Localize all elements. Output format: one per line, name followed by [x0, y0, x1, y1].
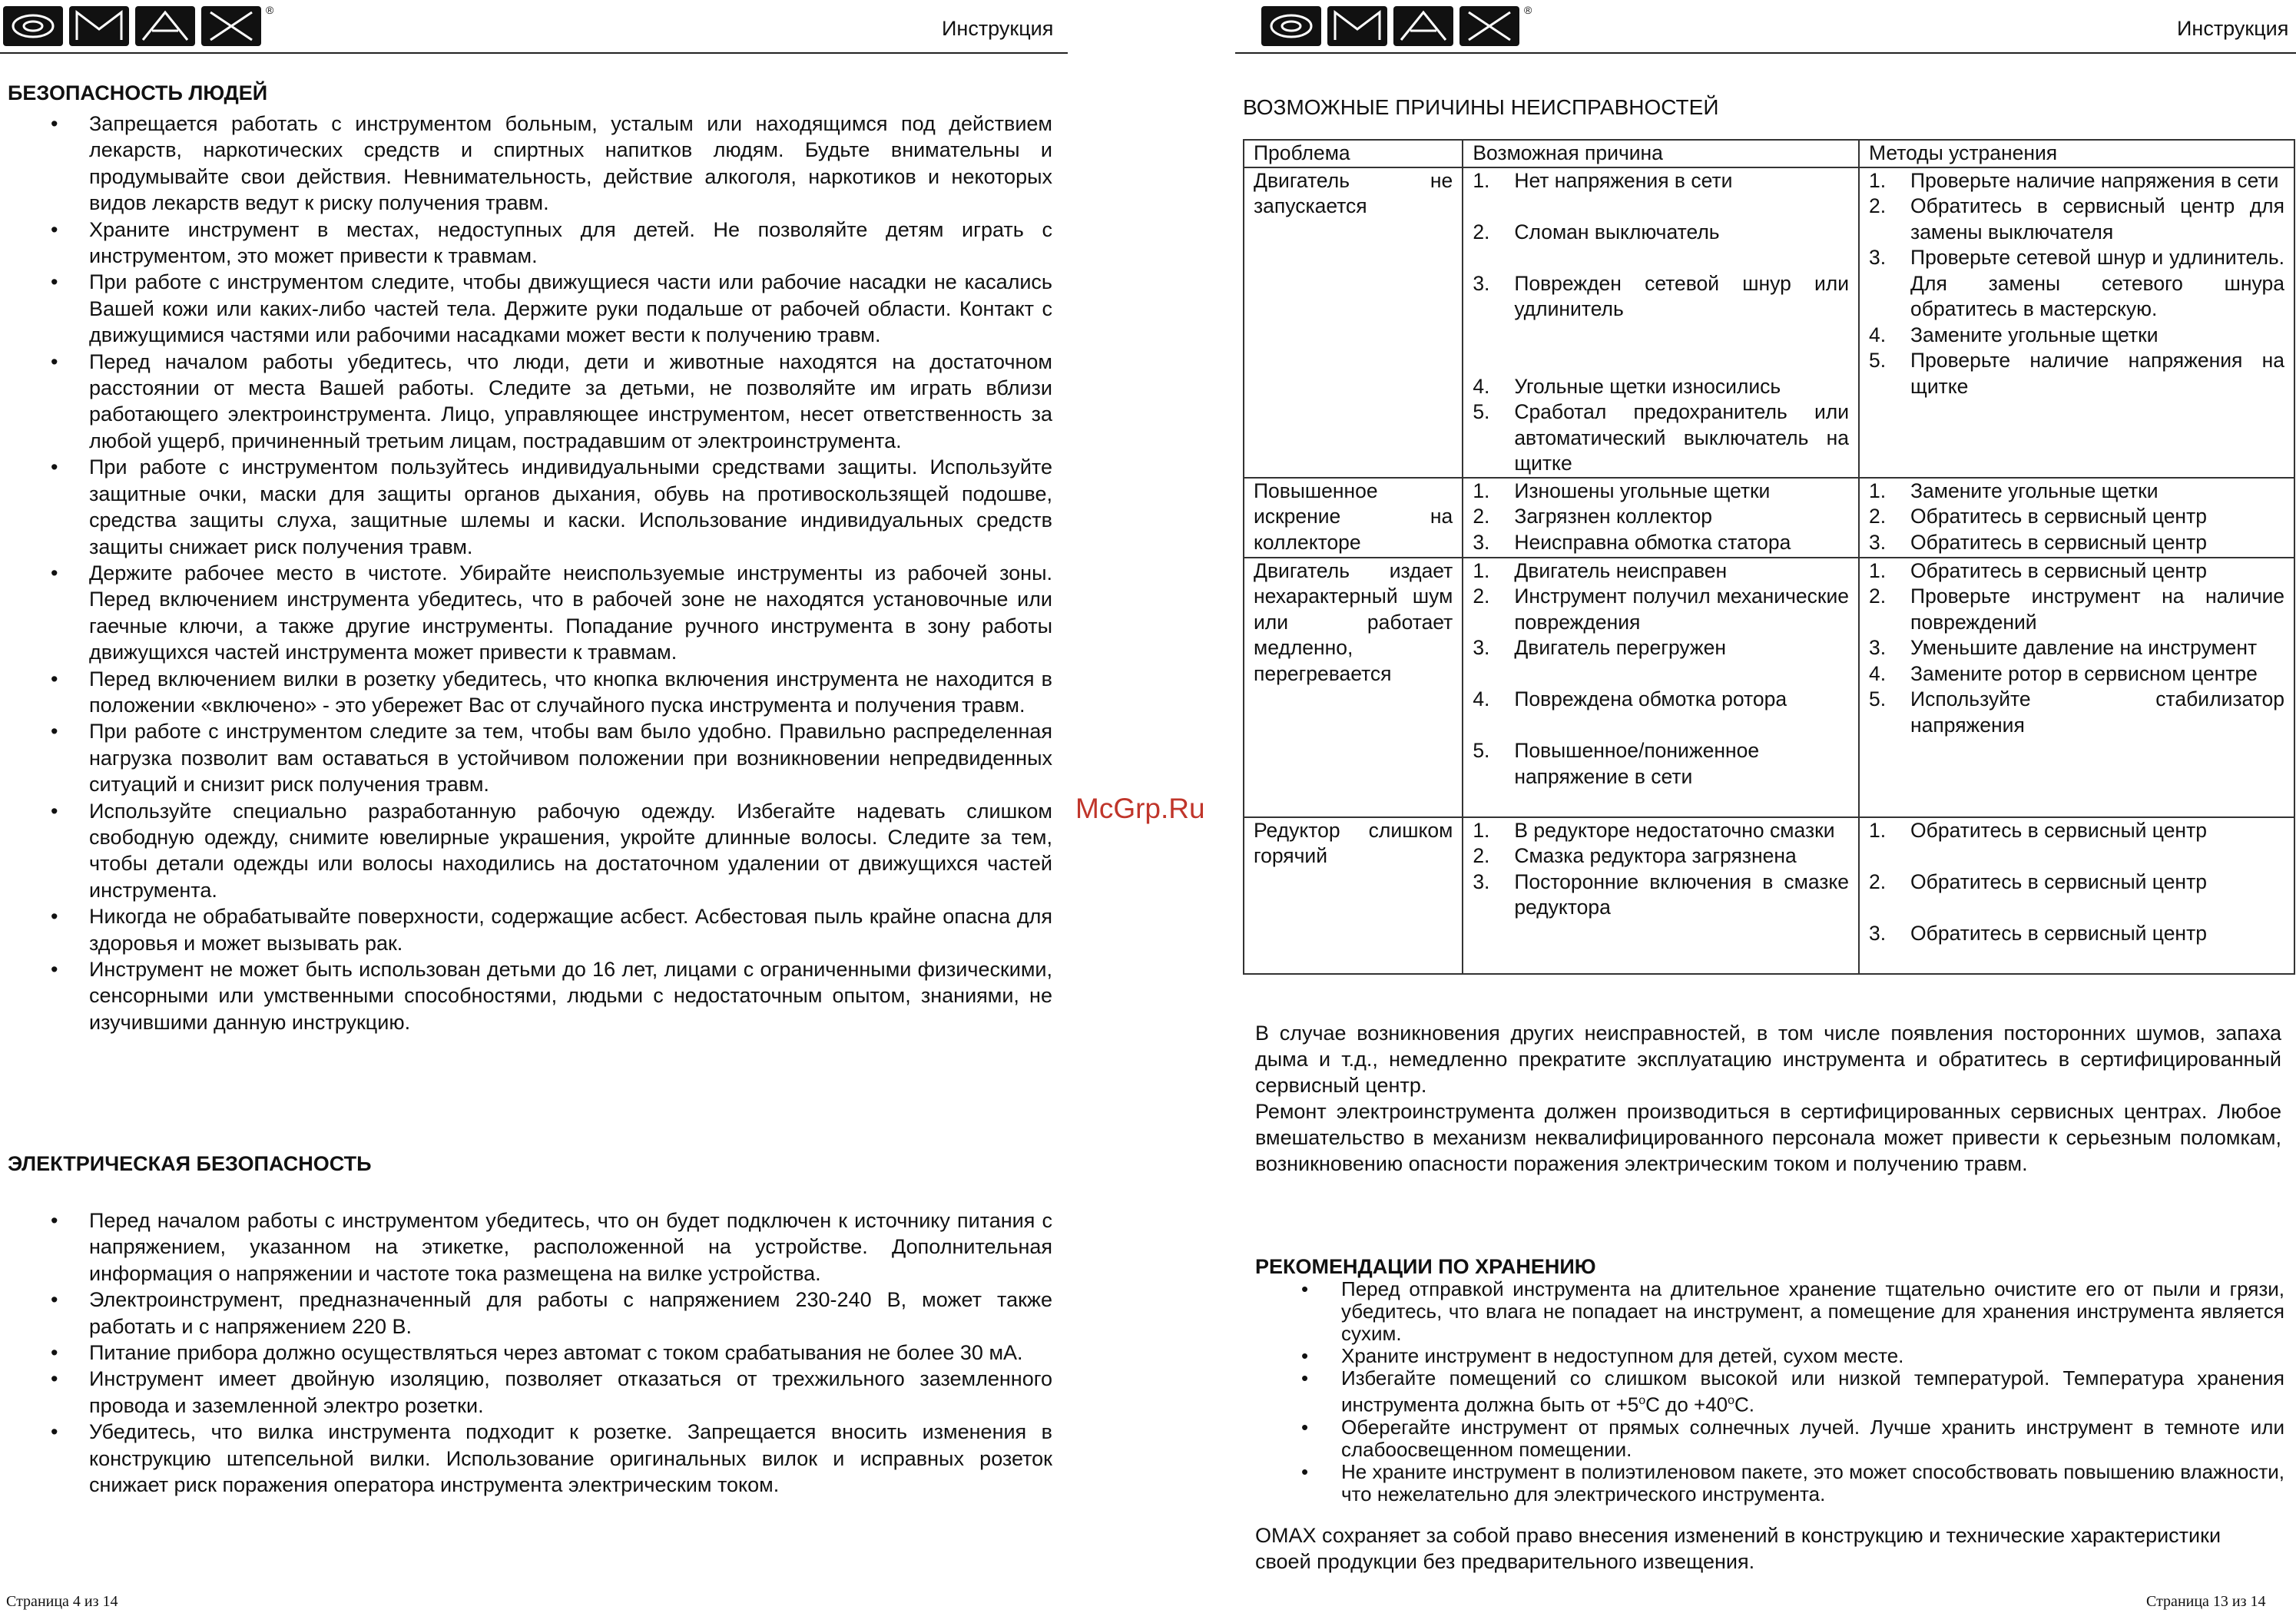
faults-table: [1243, 139, 2295, 975]
storage-list: [1255, 1278, 2284, 1505]
remedies-cell: [1859, 817, 2294, 974]
remedy-item: 2. Обратитесь в сервисный центр для замены выключателя: [1869, 194, 2284, 243]
remedy-item: 1. Проверьте наличие напряжения в сети: [1869, 168, 2279, 192]
remedies-cell: [1859, 558, 2294, 817]
remedy-item: 2. Обратитесь в сервисный центр: [1869, 505, 2207, 528]
header-title: Инструкция: [2177, 17, 2289, 40]
list-item: • Никогда не обрабатывайте поверхности, содержащие асбест. Асбестовая пыль крайне опасна для здоровья и может вызывать рак.: [51, 905, 1052, 955]
electrical-safety-list: [8, 1207, 1052, 1498]
list-item: • Держите рабочее место в чистоте. Убирайте неиспользуемые инструменты из рабочей зоны. Перед включением инструмента убедитесь, что в рабочей зоне не находятся установочные или гаечные ключи, а также другие инструменты. Попадание ручного инструмента в зону работы движущихся частей инструмента может привести к травмам.: [51, 561, 1052, 664]
remedy-item: 1. Обратитесь в сервисный центр: [1869, 558, 2207, 582]
cause-item: 2. Инструмент получил механические повреждения: [1473, 585, 1850, 634]
list-item: • Перед отправкой инструмента на длительное хранение тщательно очистите его от пыли и грязи, убедитесь, что влага не попадает на инструмент, а помещение для хранения инструмента является сухим.: [1301, 1277, 2284, 1345]
header-rule: [0, 52, 1068, 54]
remedies-cell: [1859, 167, 2294, 478]
problem-cell: Двигатель не запускается: [1244, 167, 1463, 478]
faults-heading: ВОЗМОЖНЫЕ ПРИЧИНЫ НЕИСПРАВНОСТЕЙ: [1243, 95, 1719, 119]
remedy-item: 4. Замените угольные щетки: [1869, 323, 2159, 346]
note-paragraph: В случае возникновения других неисправностей, в том числе появления посторонних шумов, запаха дыма и т.д., немедленно прекратите эксплуатацию инструмента и обратитесь в сертифицированный сервисный центр.: [1255, 1022, 2281, 1097]
cause-item: 3. Поврежден сетевой шнур или удлинитель: [1473, 271, 1850, 320]
electrical-safety-heading: ЭЛЕКТРИЧЕСКАЯ БЕЗОПАСНОСТЬ: [8, 1152, 372, 1175]
cause-item: 5. Сработал предохранитель или автоматический выключатель на щитке: [1473, 400, 1850, 475]
personal-safety-list: [8, 111, 1052, 1035]
remedy-item: 3. Проверьте сетевой шнур и удлинитель. Для замены сетевого шнура обратитесь в мастерскую.: [1869, 246, 2284, 320]
personal-safety-heading: БЕЗОПАСНОСТЬ ЛЮДЕЙ: [8, 81, 268, 104]
remedy-item: 2. Проверьте инструмент на наличие повреждений: [1869, 585, 2284, 634]
storage-heading: РЕКОМЕНДАЦИИ ПО ХРАНЕНИЮ: [1255, 1255, 1596, 1278]
remedy-item: 5. Проверьте наличие напряжения на щитке: [1869, 349, 2284, 398]
list-item: • Запрещается работать с инструментом больным, усталым или находящимся под действием лекарств, наркотических средств и спиртных напитков людям. Будьте внимательны и продумывайте свои действия. Невнимательность, действие алкоголя, наркотиков и некоторых видов лекарств ведут к риску получения травм.: [51, 112, 1052, 215]
list-item: • Перед включением вилки в розетку убедитесь, что кнопка включения инструмента не находится в положении «включено» - это убережет Вас от случайного пуска инструмента и получения травм.: [51, 667, 1052, 717]
cause-item: 3. Неисправна обмотка статора: [1473, 530, 1791, 554]
table-row: [1244, 817, 2294, 974]
remedies-cell: [1859, 478, 2294, 558]
list-item: • При работе с инструментом следите за тем, чтобы вам было удобно. Правильно распределенная нагрузка позволит вам оставаться в устойчивом положении при возникновении непредвиденных ситуаций и снизит риск получения травм.: [51, 720, 1052, 797]
list-item: • Инструмент не может быть использован детьми до 16 лет, лицами с ограниченными физическими, сенсорными или умственными способностями, людьми с недостаточным опытом, знаниями, не изучившими данную инструкцию.: [51, 958, 1052, 1034]
remedy-item: 3. Обратитесь в сервисный центр: [1869, 530, 2207, 554]
column-header: Возможная причина: [1463, 140, 1859, 167]
header-rule: [1235, 52, 2296, 54]
list-item: • Инструмент имеет двойную изоляцию, позволяет отказаться от трехжильного заземленного провода и заземленной электро розетки.: [51, 1367, 1052, 1417]
cause-item: 5. Повышенное/пониженное напряжение в сети: [1473, 739, 1760, 788]
right-page: [1235, 0, 2296, 1613]
cause-item: 3. Двигатель перегружен: [1473, 636, 1727, 659]
list-item: • При работе с инструментом следите, чтобы движущиеся части или рабочие насадки не касались Вашей кожи или каких-либо частей тела. Держите руки подальше от рабочей области. Контакт с движущимися частями или рабочими насадками может вести к получению травм.: [51, 270, 1052, 347]
remedy-item: 5. Используйте стабилизатор напряжения: [1869, 687, 2284, 737]
table-header-row: [1244, 140, 2294, 167]
list-item: • Электроинструмент, предназначенный для работы с напряжением 230-240 В, может также работать и с напряжением 220 В.: [51, 1288, 1052, 1338]
table-row: [1244, 167, 2294, 478]
cause-item: 4. Повреждена обмотка ротора: [1473, 687, 1787, 710]
cause-item: 4. Угольные щетки износились: [1473, 374, 1781, 398]
causes-cell: [1463, 167, 1859, 478]
list-item: • Не храните инструмент в полиэтиленовом пакете, это может способствовать повышению влажности, что нежелательно для электрического инструмента.: [1301, 1459, 2284, 1505]
left-page: [0, 0, 1068, 1613]
disclaimer-paragraph: OMAX сохраняет за собой право внесения изменений в конструкцию и технические характеристики своей продукции без предварительного извещения.: [1255, 1524, 2221, 1573]
list-item: • Перед началом работы убедитесь, что люди, дети и животные находятся на достаточном расстоянии от места Вашей работы. Следите за детьми, не позволяйте им играть вблизи работающего электроинструмента. Лицо, управляющее инструментом, несет ответственность за любой ущерб, причиненный третьим лицам, пострадавшим от электроинструмента.: [51, 349, 1052, 452]
header-title: Инструкция: [942, 17, 1054, 40]
list-item: • Убедитесь, что вилка инструмента подходит к розетке. Запрещается вносить изменения в конструкцию штепсельной вилки. Использование оригинальных вилок и исправных розеток снижает риск поражения оператора инструмента электрическим током.: [51, 1420, 1052, 1497]
cause-item: 1. Двигатель неисправен: [1473, 558, 1728, 582]
note-paragraph: Ремонт электроинструмента должен производиться в сертифицированных сервисных центрах. Любое вмешательство в механизм неквалифицированного персонала может привести к серьезным поломкам, возникновению опасности поражения электрическим током и получению травм.: [1255, 1100, 2281, 1175]
list-item: • При работе с инструментом пользуйтесь индивидуальными средствами защиты. Используйте защитные очки, маски для защиты органов дыхания, обувь на противоскользящей подошве, средства защиты слуха, защитные шлемы и каски. Использование индивидуальных средств защиты снижает риск получения травм.: [51, 455, 1052, 558]
cause-item: 2. Смазка редуктора загрязнена: [1473, 844, 1797, 867]
column-header: Методы устранения: [1859, 140, 2294, 167]
page-footer: Страница 4 из 14: [6, 1593, 118, 1610]
table-row: [1244, 558, 2294, 817]
list-item: • Избегайте помещений со слишком высокой или низкой температурой. Температура хранения инструмента должна быть от $+5^oС$ до $+40^oС$.: [1301, 1366, 2284, 1416]
remedy-item: 2. Обратитесь в сервисный центр: [1869, 869, 2207, 893]
causes-cell: [1463, 478, 1859, 558]
cause-item: 1. В редукторе недостаточно смазки: [1473, 818, 1835, 842]
list-item: • Оберегайте инструмент от прямых солнечных лучей. Лучше хранить инструмент в темноте или слабоосвещенном помещении.: [1301, 1415, 2284, 1461]
page-footer: Страница 13 из 14: [2146, 1593, 2266, 1610]
list-item: • Храните инструмент в недоступном для детей, сухом месте.: [1301, 1344, 1904, 1367]
cause-item: 2. Загрязнен коллектор: [1473, 505, 1712, 528]
table-row: [1244, 478, 2294, 558]
remedy-item: 4. Замените ротор в сервисном центре: [1869, 661, 2258, 685]
cause-item: 1. Изношены угольные щетки: [1473, 479, 1771, 502]
remedy-item: 3. Уменьшите давление на инструмент: [1869, 636, 2258, 659]
causes-cell: [1463, 817, 1859, 974]
svg-text:®: ®: [1524, 4, 1532, 16]
remedy-item: 1. Обратитесь в сервисный центр: [1869, 818, 2207, 842]
list-item: • Храните инструмент в местах, недоступных для детей. Не позволяйте детям играть с инструментом, это может привести к травмам.: [51, 217, 1052, 268]
remedy-item: 3. Обратитесь в сервисный центр: [1869, 921, 2207, 945]
list-item: • Перед началом работы с инструментом убедитесь, что он будет подключен к источнику питания с напряжением, указанном на этикетке, расположенной на устройстве. Дополнительная информация о напряжении и частоте тока размещена на вилке устройства.: [51, 1209, 1052, 1285]
problem-cell: Редуктор слишком горячий: [1244, 817, 1463, 974]
cause-item: 3. Посторонние включения в смазке редуктора: [1473, 869, 1850, 919]
omax-logo: [1260, 2, 1536, 51]
causes-cell: [1463, 558, 1859, 817]
cause-item: 1. Нет напряжения в сети: [1473, 168, 1733, 192]
cause-item: 2. Сломан выключатель: [1473, 220, 1720, 243]
remedy-item: 1. Замените угольные щетки: [1869, 479, 2159, 502]
list-item: • Питание прибора должно осуществляться через автомат с током срабатывания не более 30 мА.: [51, 1341, 1023, 1365]
svg-text:®: ®: [266, 4, 274, 16]
list-item: • Используйте специально разработанную рабочую одежду. Избегайте надевать слишком свободную одежду, снимите ювелирные украшения, укройте длинные волосы. Следите за тем, чтобы детали одежды или волосы находились на достаточном удалении от движущихся частей инструмента.: [51, 799, 1052, 902]
problem-cell: Повышенное искрение на коллекторе: [1244, 478, 1463, 558]
watermark: McGrp.Ru: [1075, 793, 1205, 824]
omax-logo: [2, 2, 278, 51]
column-header: Проблема: [1244, 140, 1463, 167]
problem-cell: Двигатель издает нехарактерный шум или работает медленно, перегревается: [1244, 558, 1463, 817]
